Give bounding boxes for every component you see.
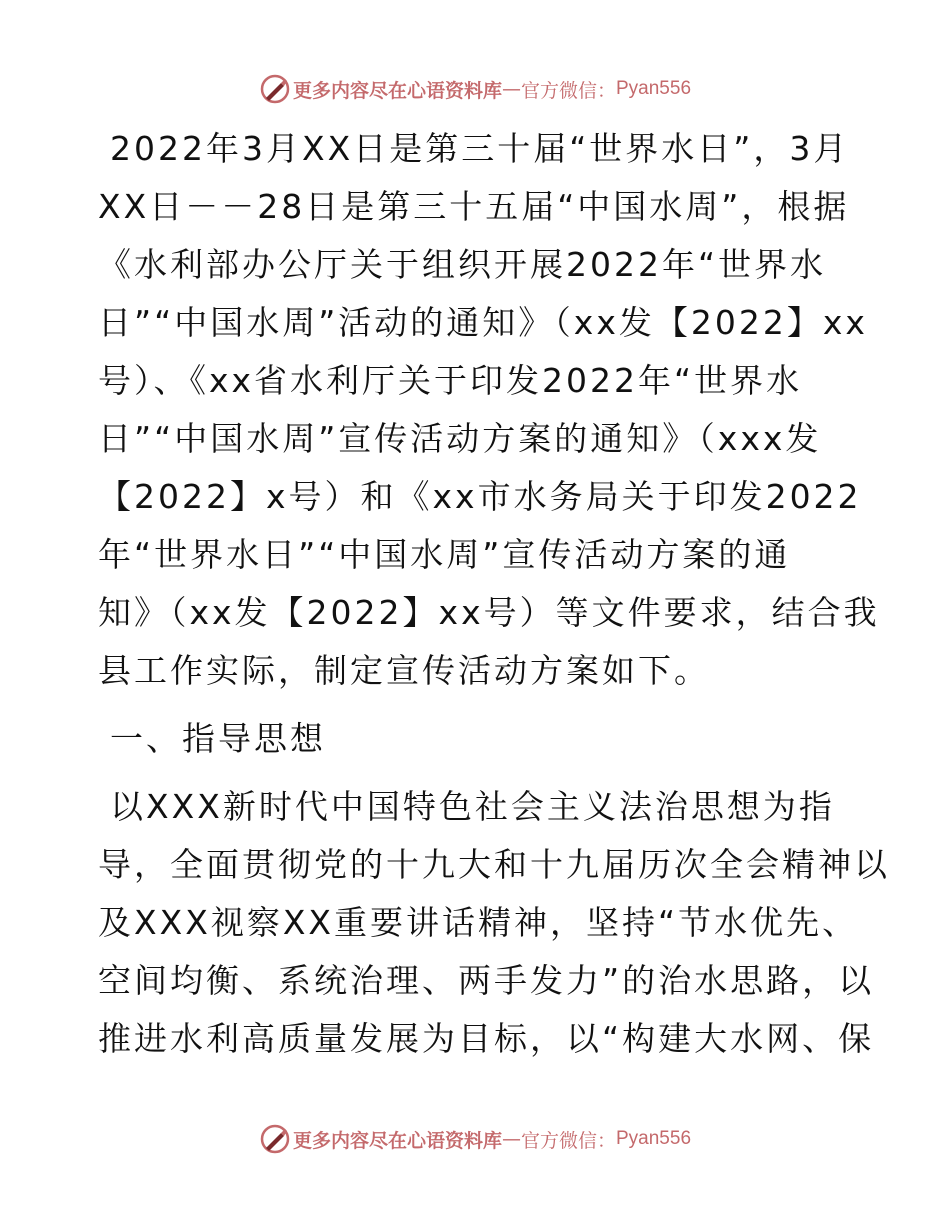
watermark-site-text: 更多内容尽在心语资料库: [292, 79, 502, 102]
watermark-weixin-id: Pyan556: [616, 1128, 692, 1149]
watermark-weixin-id: Pyan556: [616, 78, 692, 99]
paragraph-intro: [98, 120, 880, 700]
text-line: 及XXX视察XX重要讲话精神，坚持“节水优先、: [98, 903, 859, 942]
paragraph-guiding-thought: [98, 778, 890, 1068]
watermark-banner-bottom: [0, 1122, 950, 1156]
text-line: 县工作实际，制定宣传活动方案如下。: [98, 651, 710, 690]
text-line: 推进水利高质量发展为目标，以“构建大水网、保: [98, 1019, 875, 1058]
text-line: 导，全面贯彻党的十九大和十九届历次全会精神以: [98, 845, 890, 884]
watermark-dash: —: [501, 1128, 521, 1150]
watermark-weixin-label: 官方微信：: [520, 79, 616, 102]
text-line: 空间均衡、系统治理、两手发力”的治水思路，以: [98, 961, 875, 1000]
text-line: 日”“中国水周”活动的通知》（xx发【2022】xx: [98, 303, 868, 342]
text-line: XX日－－28日是第三十五届“中国水周”，根据: [98, 187, 850, 226]
pen-logo-icon: [259, 1123, 291, 1155]
section-heading: 一、指导思想: [110, 719, 326, 758]
watermark-banner-top: [0, 72, 950, 106]
document-body: [98, 120, 890, 1068]
watermark-dash: —: [501, 78, 521, 100]
text-line: 知》（xx发【2022】xx号）等文件要求，结合我: [98, 593, 880, 632]
pen-logo-icon: [259, 73, 291, 105]
watermark-site-text: 更多内容尽在心语资料库: [292, 1129, 502, 1152]
text-line: 【2022】x号）和《xx市水务局关于印发2022: [98, 477, 862, 516]
watermark-weixin-label: 官方微信：: [520, 1129, 616, 1152]
text-line: 号）、《xx省水利厅关于印发2022年“世界水: [98, 361, 803, 400]
text-line: 《水利部办公厅关于组织开展2022年“世界水: [98, 245, 827, 284]
text-line: 年“世界水日”“中国水周”宣传活动方案的通: [98, 535, 791, 574]
text-line: 2022年3月XX日是第三十届“世界水日”，3月: [110, 129, 850, 168]
text-line: 以XXX新时代中国特色社会主义法治思想为指: [110, 787, 835, 826]
text-line: 日”“中国水周”宣传活动方案的通知》（xxx发: [98, 419, 822, 458]
